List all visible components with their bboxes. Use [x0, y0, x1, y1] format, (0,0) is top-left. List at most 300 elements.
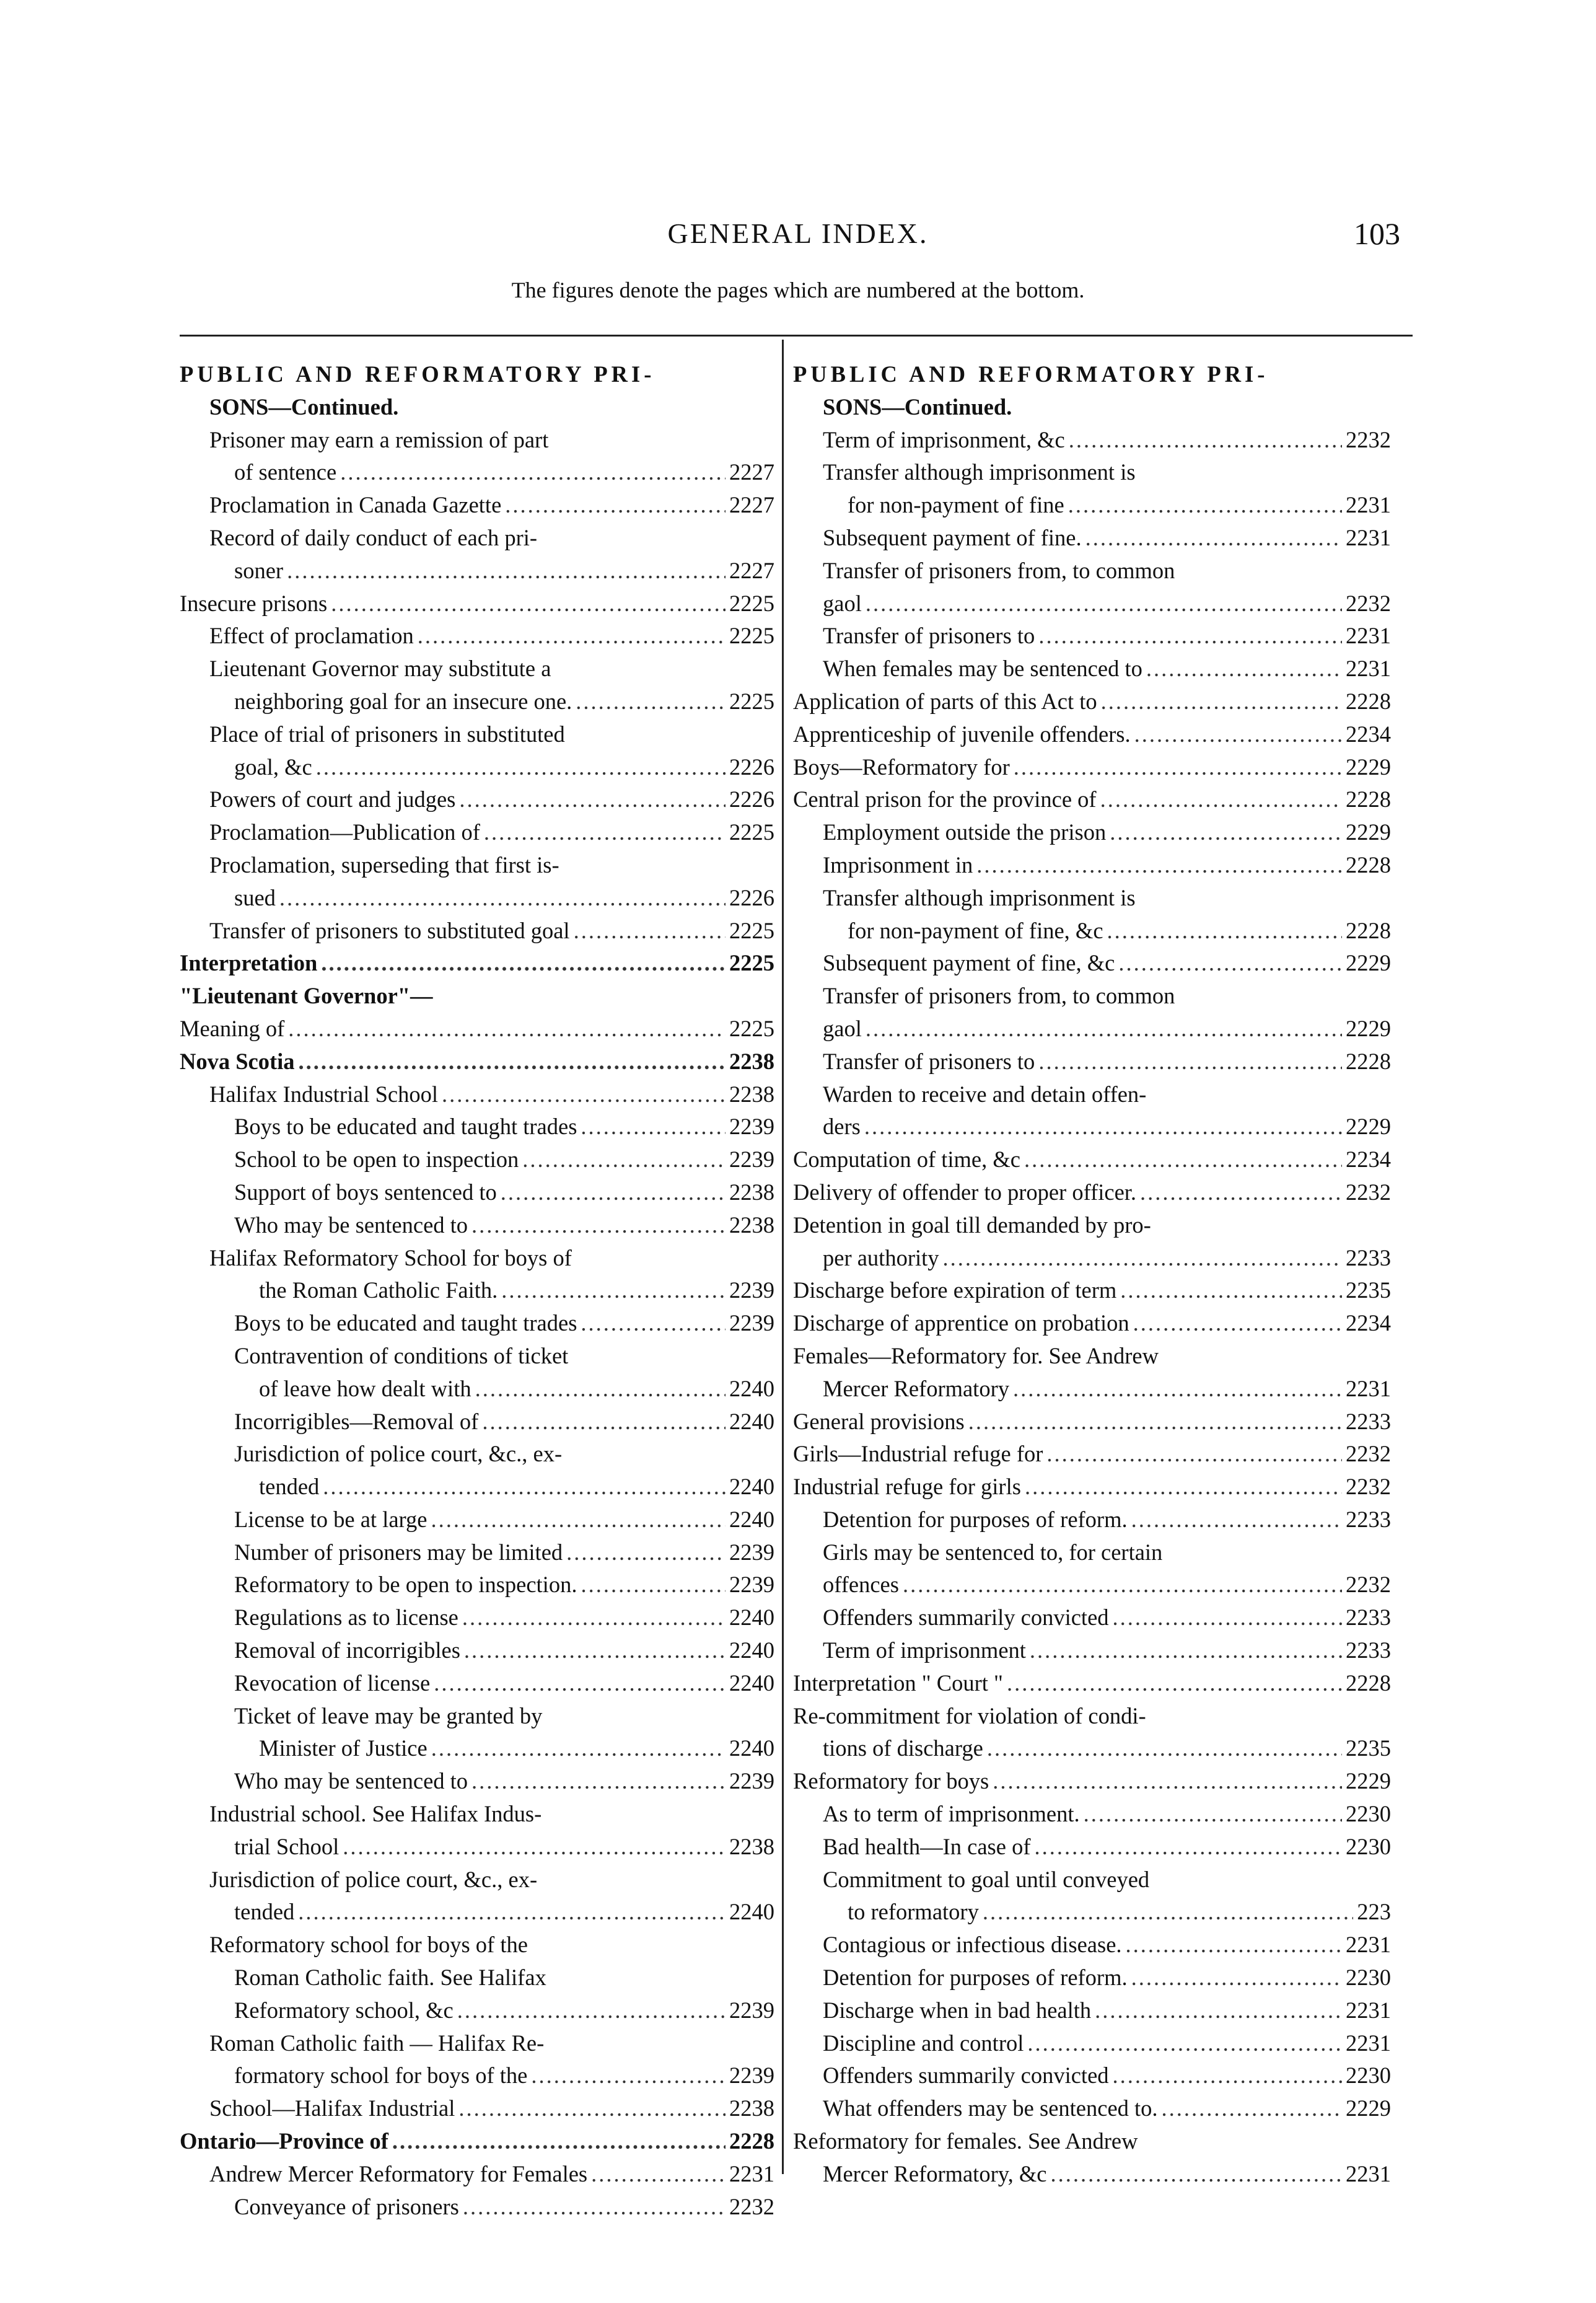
index-entry [180, 1406, 774, 1438]
index-entry [180, 1700, 774, 1733]
index-entry-page: 2233 [1346, 1244, 1391, 1270]
dot-leader [287, 555, 726, 588]
index-entry-page: 2232 [1346, 1572, 1391, 1598]
index-entry [793, 653, 1391, 685]
index-entry-text: SONS—Continued. [209, 394, 399, 420]
index-entry [793, 1406, 1391, 1438]
dot-leader [1134, 718, 1342, 751]
index-entry-text: Imprisonment in [823, 852, 973, 878]
index-entry-page: 2239 [729, 1997, 774, 2023]
index-entry-page: 2238 [729, 1179, 774, 1205]
index-entry-text: What offenders may be sentenced to. [823, 2095, 1158, 2121]
dot-leader [1110, 816, 1342, 849]
dot-leader [501, 1176, 726, 1209]
index-entry-text: for non-payment of fine, &c [848, 917, 1103, 943]
index-entry-text: Reformatory school, &c [234, 1997, 454, 2023]
index-entry-text: Prisoner may earn a remission of part [209, 426, 549, 452]
index-entry [180, 751, 774, 784]
index-entry-page: 2235 [1346, 1735, 1391, 1761]
index-entry [793, 1143, 1391, 1176]
index-entry [180, 2059, 774, 2092]
dot-leader [1113, 1601, 1342, 1634]
index-entry-page: 2234 [1346, 1310, 1391, 1336]
index-entry-text: to reformatory [848, 1899, 979, 1925]
dot-leader [968, 1406, 1342, 1438]
dot-leader [343, 1831, 726, 1864]
index-entry [180, 1504, 774, 1536]
index-entry-page: 2233 [1346, 1408, 1391, 1434]
index-entry [793, 947, 1391, 980]
index-entry-page: 2225 [729, 917, 774, 943]
index-entry-text: Reformatory for boys [793, 1768, 989, 1794]
index-entry [793, 1896, 1391, 1929]
index-entry-page: 2231 [1346, 656, 1391, 682]
index-entry [180, 358, 774, 391]
index-entry-text: Halifax Reformatory School for boys of [209, 1244, 572, 1270]
dot-leader [976, 849, 1342, 882]
index-entry [793, 1504, 1391, 1536]
index-entry [793, 915, 1391, 948]
dot-leader [1034, 1831, 1342, 1864]
index-entry [793, 1929, 1391, 1962]
index-entry [180, 1373, 774, 1406]
index-entry [793, 1864, 1391, 1896]
index-entry [793, 2027, 1391, 2060]
dot-leader [1120, 1274, 1342, 1307]
index-entry-text: Roman Catholic faith — Halifax Re- [209, 2030, 545, 2056]
dot-leader [903, 1569, 1342, 1601]
index-entry-page: 2240 [729, 1670, 774, 1696]
index-entry [793, 489, 1391, 522]
dot-leader [1068, 489, 1342, 522]
index-entry [793, 1798, 1391, 1831]
dot-leader [299, 1046, 726, 1078]
dot-leader [581, 1569, 726, 1601]
index-entry-page: 2232 [1346, 1474, 1391, 1500]
index-entry-text: Apprenticeship of juvenile offenders. [793, 721, 1131, 747]
dot-leader [1100, 783, 1342, 816]
dot-leader [576, 685, 726, 718]
dot-leader [1025, 1471, 1342, 1504]
index-entry [180, 2125, 774, 2158]
index-entry-text: When females may be sentenced to [823, 656, 1142, 682]
dot-leader [279, 882, 726, 915]
dot-leader [987, 1732, 1342, 1765]
dot-leader [323, 1471, 726, 1504]
dot-leader [1126, 1929, 1342, 1962]
dot-leader [1084, 1798, 1342, 1831]
index-entry-text: Proclamation, superseding that first is- [209, 852, 559, 878]
index-entry-page: 2225 [729, 623, 774, 649]
index-entry [180, 2027, 774, 2060]
index-entry-page: 2228 [1346, 1048, 1391, 1074]
index-entry-text: Mercer Reformatory, &c [823, 2160, 1047, 2186]
dot-leader [442, 1078, 726, 1111]
dot-leader [1038, 1046, 1342, 1078]
dot-leader [581, 1111, 726, 1143]
dot-leader [340, 456, 726, 489]
dot-leader [1050, 2158, 1342, 2191]
index-entry [180, 849, 774, 882]
index-entry-text: goal, &c [234, 754, 312, 780]
dot-leader [463, 2191, 726, 2224]
dot-leader [1085, 522, 1342, 555]
index-entry-page: 2240 [729, 1637, 774, 1663]
index-entry-page: 2230 [1346, 1801, 1391, 1827]
index-entry-page: 2229 [1346, 754, 1391, 780]
dot-leader [864, 1111, 1342, 1143]
index-entry-page: 2229 [1346, 819, 1391, 845]
dot-leader [1030, 1634, 1342, 1667]
index-entry [793, 1242, 1391, 1275]
index-entry [180, 882, 774, 915]
index-entry-text: "Lieutenant Governor"— [180, 983, 433, 1009]
index-entry-text: Bad health—In case of [823, 1833, 1031, 1859]
index-entry-text: Ticket of leave may be granted by [234, 1702, 543, 1728]
index-entry-text: offences [823, 1572, 899, 1598]
dot-leader [458, 2092, 726, 2125]
index-entry [793, 685, 1391, 718]
index-entry-page: 2239 [729, 2063, 774, 2089]
index-entry-page: 2232 [1346, 1179, 1391, 1205]
dot-leader [1101, 685, 1342, 718]
index-entry-text: sued [234, 884, 276, 910]
index-entry-text: Industrial school. See Halifax Indus- [209, 1801, 542, 1827]
index-entry-text: Computation of time, &c [793, 1147, 1020, 1173]
index-entry [793, 1962, 1391, 1994]
dot-leader [1146, 653, 1342, 685]
index-entry [180, 1798, 774, 1831]
index-entry-text: Transfer although imprisonment is [823, 459, 1136, 485]
index-entry-page: 2231 [1346, 1932, 1391, 1958]
index-entry [793, 1732, 1391, 1765]
index-entry-text: Transfer although imprisonment is [823, 884, 1136, 910]
dot-leader [574, 915, 726, 948]
index-entry [793, 1700, 1391, 1733]
dot-leader [501, 1274, 726, 1307]
dot-leader [331, 588, 726, 620]
index-entry [793, 2158, 1391, 2191]
dot-leader [1013, 1373, 1342, 1406]
index-entry-page: 2234 [1346, 1147, 1391, 1173]
dot-leader [431, 1504, 726, 1536]
dot-leader [1014, 751, 1342, 784]
index-entry-page: 2238 [729, 1081, 774, 1107]
index-entry-text: School—Halifax Industrial [209, 2095, 455, 2121]
index-entry-page: 2229 [1346, 950, 1391, 976]
index-entry-text: Proclamation—Publication of [209, 819, 480, 845]
index-entry-text: trial School [234, 1833, 340, 1859]
index-entry-text: License to be at large [234, 1506, 428, 1532]
index-entry-page: 2239 [729, 1147, 774, 1173]
index-entry-page: 2230 [1346, 1833, 1391, 1859]
index-entry-text: Subsequent payment of fine, &c [823, 950, 1115, 976]
index-entry-text: Place of trial of prisoners in substituted [209, 721, 565, 747]
index-entry [180, 1994, 774, 2027]
index-entry-text: Contravention of conditions of ticket [234, 1342, 569, 1368]
index-entry [180, 816, 774, 849]
index-entry [180, 783, 774, 816]
index-entry [793, 1340, 1391, 1373]
index-entry-page: 2239 [729, 1572, 774, 1598]
index-entry [180, 1471, 774, 1504]
column-divider [782, 340, 784, 2174]
index-entry-text: Females—Reformatory for. See Andrew [793, 1342, 1159, 1368]
index-entry [180, 1340, 774, 1373]
dot-leader [983, 1896, 1353, 1929]
index-entry-text: of leave how dealt with [259, 1375, 471, 1401]
index-entry-page: 2225 [729, 950, 774, 976]
index-entry-page: 2231 [1346, 492, 1391, 518]
index-entry-text: Interpretation [180, 950, 318, 976]
index-entry-page: 2229 [1346, 1015, 1391, 1041]
index-entry-text: Revocation of license [234, 1670, 431, 1696]
index-entry-page: 2225 [729, 688, 774, 714]
index-entry [180, 1242, 774, 1275]
index-entry-page: 2229 [1346, 2095, 1391, 2121]
index-entry [793, 2125, 1391, 2158]
dot-leader [484, 816, 726, 849]
index-entry-page: 2231 [1346, 2160, 1391, 2186]
index-entry [793, 1176, 1391, 1209]
index-entry-text: Reformatory for females. See Andrew [793, 2128, 1138, 2154]
index-entry-text: Delivery of offender to proper officer. [793, 1179, 1137, 1205]
index-entry [793, 783, 1391, 816]
index-entry-page: 2230 [1346, 1965, 1391, 1991]
index-entry [180, 1896, 774, 1929]
index-entry-text: Minister of Justice [259, 1735, 428, 1761]
index-entry [180, 1831, 774, 1864]
index-entry-text: Transfer of prisoners to substituted goal [209, 917, 570, 943]
index-entry-text: the Roman Catholic Faith. [259, 1277, 498, 1303]
index-entry [793, 555, 1391, 588]
index-entry [793, 424, 1391, 457]
index-entry-text: Andrew Mercer Reformatory for Females [209, 2160, 588, 2186]
index-entry [180, 2191, 774, 2224]
index-entry [793, 588, 1391, 620]
dot-leader [1162, 2092, 1342, 2125]
dot-leader [1133, 1307, 1342, 1340]
index-entry [180, 653, 774, 685]
index-entry-text: Warden to receive and detain offen- [823, 1081, 1147, 1107]
index-entry-text: Proclamation in Canada Gazette [209, 492, 502, 518]
index-entry [180, 489, 774, 522]
dot-leader [457, 1994, 726, 2027]
dot-leader [1069, 424, 1342, 457]
index-entry-page: 2238 [729, 1048, 774, 1074]
dot-leader [993, 1765, 1342, 1798]
index-entry-text: General provisions [793, 1408, 965, 1434]
index-entry-text: Removal of incorrigibles [234, 1637, 460, 1663]
index-entry-text: PUBLIC AND REFORMATORY PRI- [180, 361, 656, 387]
index-entry [180, 1046, 774, 1078]
index-entry-text: per authority [823, 1244, 939, 1270]
index-entry-text: Contagious or infectious disease. [823, 1932, 1122, 1958]
index-entry-text: neighboring goal for an insecure one. [234, 688, 572, 714]
index-entry-text: Insecure prisons [180, 590, 328, 616]
index-column-right [793, 358, 1391, 2191]
dot-leader [866, 1013, 1342, 1046]
index-entry-page: 2228 [1346, 1670, 1391, 1696]
index-entry-text: As to term of imprisonment. [823, 1801, 1080, 1827]
dot-leader [434, 1667, 726, 1700]
page-title: GENERAL INDEX. [667, 218, 929, 249]
index-entry [180, 1209, 774, 1242]
index-entry [180, 424, 774, 457]
index-entry [180, 685, 774, 718]
index-entry-text: Girls—Industrial refuge for [793, 1441, 1043, 1467]
index-entry-page: 2230 [1346, 2063, 1391, 2089]
index-entry-page: 2238 [729, 1212, 774, 1238]
index-entry [180, 1929, 774, 1962]
index-entry-page: 2231 [1346, 1997, 1391, 2023]
index-entry-text: Offenders summarily convicted [823, 2063, 1109, 2089]
index-entry-text: Transfer of prisoners from, to common [823, 983, 1175, 1009]
dot-leader [505, 489, 726, 522]
index-entry [180, 1013, 774, 1046]
index-entry-text: ders [823, 1114, 861, 1140]
index-entry-text: Discharge before expiration of term [793, 1277, 1117, 1303]
index-entry [793, 1274, 1391, 1307]
index-entry [180, 620, 774, 653]
index-entry [793, 849, 1391, 882]
index-entry-page: 2238 [729, 2095, 774, 2121]
index-entry [793, 1438, 1391, 1471]
index-entry-text: Meaning of [180, 1015, 285, 1041]
index-entry [793, 2092, 1391, 2125]
index-entry-page: 2225 [729, 1015, 774, 1041]
index-entry-text: Halifax Industrial School [209, 1081, 438, 1107]
index-entry [180, 1765, 774, 1798]
dot-leader [462, 1601, 726, 1634]
index-entry [180, 1634, 774, 1667]
index-entry-text: PUBLIC AND REFORMATORY PRI- [793, 361, 1269, 387]
dot-leader [1131, 1962, 1342, 1994]
index-entry-text: Who may be sentenced to [234, 1768, 468, 1794]
index-entry-page: 2226 [729, 884, 774, 910]
index-entry-page: 2232 [729, 2193, 774, 2219]
index-entry-page: 2227 [729, 557, 774, 583]
index-entry-text: Incorrigibles—Removal of [234, 1408, 479, 1434]
index-entry [793, 718, 1391, 751]
index-entry-text: Lieutenant Governor may substitute a [209, 656, 551, 682]
index-entry [793, 1667, 1391, 1700]
index-entry-page: 2226 [729, 786, 774, 812]
index-entry-text: Discharge of apprentice on probation [793, 1310, 1129, 1336]
index-entry [793, 358, 1391, 391]
index-entry-text: Ontario—Province of [180, 2128, 388, 2154]
index-entry-text: Effect of proclamation [209, 623, 414, 649]
index-entry-page: 2239 [729, 1768, 774, 1794]
index-entry-page: 2233 [1346, 1605, 1391, 1631]
index-entry [793, 456, 1391, 489]
index-entry-text: of sentence [234, 459, 337, 485]
dot-leader [866, 588, 1342, 620]
index-entry-text: Roman Catholic faith. See Halifax [234, 1965, 546, 1991]
index-entry [793, 1536, 1391, 1569]
index-entry-text: Conveyance of prisoners [234, 2193, 459, 2219]
index-entry [180, 2158, 774, 2191]
index-entry [793, 1307, 1391, 1340]
index-entry-text: Discharge when in bad health [823, 1997, 1092, 2023]
index-entry-text: Transfer of prisoners to [823, 1048, 1035, 1074]
dot-leader [581, 1307, 726, 1340]
index-entry [180, 1732, 774, 1765]
index-entry-text: Boys—Reformatory for [793, 754, 1010, 780]
index-entry-page: 2233 [1346, 1506, 1391, 1532]
index-entry-text: Reformatory school for boys of the [209, 1932, 528, 1958]
index-entry-text: Mercer Reformatory [823, 1375, 1009, 1401]
index-entry-text: Reformatory to be open to inspection. [234, 1572, 577, 1598]
index-entry [180, 1438, 774, 1471]
dot-leader [1118, 947, 1342, 980]
index-entry [180, 980, 774, 1013]
index-entry-text: tions of discharge [823, 1735, 983, 1761]
index-entry-page: 2234 [1346, 721, 1391, 747]
index-entry [793, 1471, 1391, 1504]
dot-leader [464, 1634, 726, 1667]
index-entry [180, 947, 774, 980]
index-entry [180, 1143, 774, 1176]
index-entry-text: SONS—Continued. [823, 394, 1012, 420]
dot-leader [321, 947, 726, 980]
dot-leader [1024, 1143, 1342, 1176]
index-entry-text: Re-commitment for violation of condi- [793, 1702, 1146, 1728]
index-entry [180, 718, 774, 751]
index-entry [180, 1111, 774, 1143]
index-entry [793, 1569, 1391, 1601]
index-entry [793, 1078, 1391, 1111]
index-entry-text: Boys to be educated and taught trades [234, 1114, 577, 1140]
index-entry-page: 2231 [1346, 623, 1391, 649]
index-entry-page: 2233 [1346, 1637, 1391, 1663]
index-entry [180, 1274, 774, 1307]
index-entry-text: Term of imprisonment [823, 1637, 1026, 1663]
index-entry [180, 1176, 774, 1209]
index-entry [793, 1994, 1391, 2027]
dot-leader [522, 1143, 726, 1176]
index-entry-text: Interpretation " Court " [793, 1670, 1003, 1696]
index-entry-page: 2235 [1346, 1277, 1391, 1303]
dot-leader [418, 620, 726, 653]
dot-leader [1007, 1667, 1342, 1700]
index-entry-page: 2226 [729, 754, 774, 780]
index-entry-page: 2240 [729, 1474, 774, 1500]
index-entry-text: tended [234, 1899, 295, 1925]
index-entry-text: Application of parts of this Act to [793, 688, 1097, 714]
index-entry [180, 915, 774, 948]
index-entry-page: 2225 [729, 819, 774, 845]
index-entry-page: 2232 [1346, 590, 1391, 616]
index-entry-text: School to be open to inspection [234, 1147, 519, 1173]
index-entry-text: Detention for purposes of reform. [823, 1965, 1128, 1991]
dot-leader [1095, 1994, 1342, 2027]
index-entry-page: 2231 [1346, 524, 1391, 550]
index-entry-text: Jurisdiction of police court, &c., ex- [234, 1441, 563, 1467]
index-entry [793, 2059, 1391, 2092]
index-entry-text: Number of prisoners may be limited [234, 1539, 563, 1565]
index-entry-page: 2240 [729, 1375, 774, 1401]
index-entry-page: 2228 [1346, 688, 1391, 714]
index-entry [180, 1864, 774, 1896]
index-entry [180, 555, 774, 588]
dot-leader [1027, 2027, 1342, 2060]
index-entry-page: 2240 [729, 1506, 774, 1532]
index-entry [793, 620, 1391, 653]
dot-leader [1113, 2059, 1342, 2092]
index-entry-text: Regulations as to license [234, 1605, 458, 1631]
index-entry [793, 980, 1391, 1013]
